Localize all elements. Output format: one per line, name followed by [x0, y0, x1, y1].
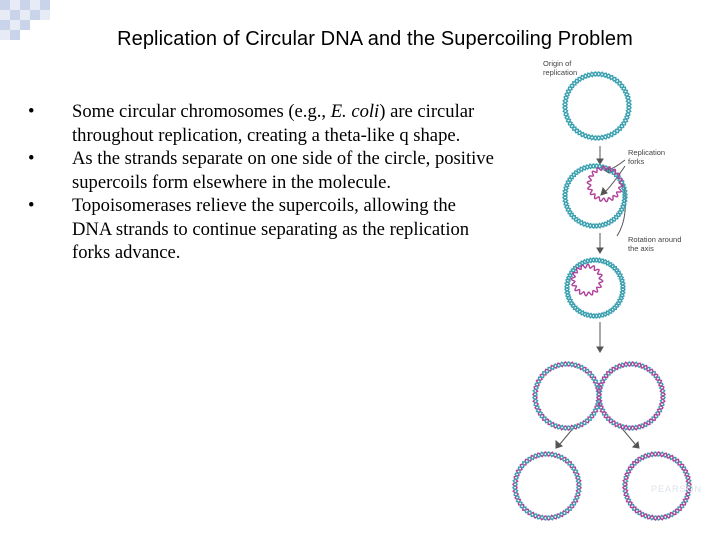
- bullet-text: Some circular chromosomes (e.g., E. coli) are circular throughout replication, creating a theta-like q shape.: [72, 101, 475, 146]
- bullet-item: [28, 100, 498, 147]
- bullet-glyph: •: [28, 195, 35, 216]
- bullet-glyph: •: [28, 101, 35, 122]
- forks-label: Replication: [628, 148, 666, 157]
- bullet-list: [28, 100, 498, 265]
- dna-strand: [571, 264, 602, 295]
- dna-circles: [513, 72, 691, 520]
- bullet-item: [28, 147, 498, 194]
- rotation-label: Rotation around: [628, 235, 682, 244]
- bullet-text: As the strands separate on one side of the circle, positive supercoils form elsewhere in the molecule.: [72, 148, 494, 193]
- svg-text:forks: forks: [628, 157, 645, 166]
- dna-replication-figure: [505, 56, 715, 536]
- origin-label: Origin of: [543, 59, 572, 68]
- bullet-glyph: •: [28, 148, 35, 169]
- bullet-text: Topoisomerases relieve the supercoils, allowing the DNA strands to continue separating as the replication forks advance.: [72, 195, 470, 263]
- watermark: PEARSON: [651, 484, 703, 494]
- bullet-item: [28, 194, 498, 265]
- slide-title: Replication of Circular DNA and the Supercoiling Problem: [117, 28, 633, 50]
- svg-text:the axis: the axis: [628, 244, 654, 253]
- svg-text:replication: replication: [543, 68, 578, 77]
- dna-strand: [587, 166, 622, 201]
